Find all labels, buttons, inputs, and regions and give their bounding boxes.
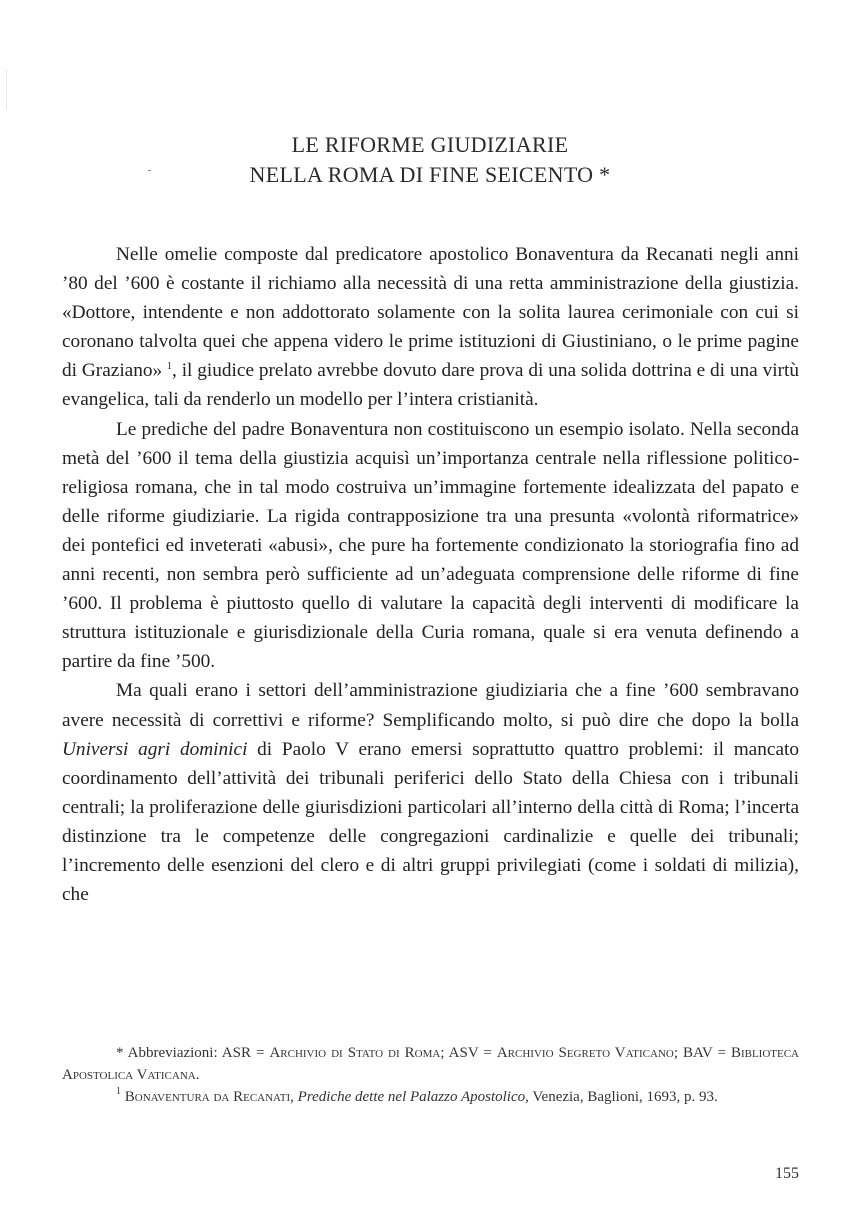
chapter-title-line-2: NELLA ROMA DI FINE SEICENTO * bbox=[249, 162, 611, 187]
footnote-1-mark: 1 bbox=[116, 1086, 121, 1097]
abbr-asr: Archivio di Stato di Roma bbox=[269, 1045, 441, 1061]
chapter-title-line-1: LE RIFORME GIUDIZIARIE bbox=[291, 132, 569, 157]
footnote-star-sep-1: ; ASV = bbox=[440, 1045, 497, 1061]
footnote-1 bbox=[62, 1086, 799, 1108]
abbr-asv: Archivio Segreto Vaticano bbox=[496, 1045, 674, 1061]
footnote-1-sep: , bbox=[290, 1089, 298, 1105]
footnote-1-work: Prediche dette nel Palazzo Apostolico bbox=[297, 1089, 526, 1105]
footnote-star-end: . bbox=[195, 1067, 200, 1083]
footnote-1-rest: , Venezia, Baglioni, 1693, p. 93. bbox=[525, 1089, 718, 1105]
footnote-1-author: Bonaventura da Recanati bbox=[124, 1089, 291, 1105]
footnote-star-sep-2: ; BAV = bbox=[673, 1045, 731, 1061]
footnote-ref-1: 1 bbox=[167, 361, 173, 373]
paragraph-3 bbox=[62, 676, 799, 909]
paragraph-3-text-a: Ma quali erano i settori dell’amministrazione giudiziaria che a fine ’600 sembravano avere necessità di correttivi e riforme? Semplificando molto, si può dire che dopo la bolla bbox=[62, 680, 799, 731]
main-text bbox=[62, 240, 799, 909]
footnotes bbox=[62, 1042, 799, 1108]
abbr-bav: Biblioteca Apostolica Vaticana bbox=[62, 1045, 799, 1083]
paragraph-3-text-b: di Paolo V erano emersi soprattutto quattro problemi: il mancato coordinamento dell’attività dei tribunali periferici dello Stato della Chiesa con i tribunali centrali; la proliferazione delle giurisdizioni particolari all’interno della città di Roma; l’incerta distinzione tra le competenze delle congregazioni cardinalizie e quelle dei tribunali; l’incremento delle esenzioni del clero e di altri gruppi privilegiati (come i soldati di milizia), che bbox=[62, 738, 799, 906]
footnote-abbreviations bbox=[62, 1042, 799, 1086]
footnote-star-text: * Abbreviazioni: ASR = bbox=[116, 1045, 270, 1061]
scan-edge-mark bbox=[6, 70, 7, 110]
paragraph-2: Le prediche del padre Bonaventura non costituiscono un esempio isolato. Nella seconda metà del ’600 il tema della giustizia acquisì un’importanza centrale nella riflessione politico-religiosa romana, che in tal modo costruiva un’immagine fortemente idealizzata del papato e delle riforme giudiziarie. La rigida contrapposizione tra una presunta «volontà riformatrice» dei pontefici ed inveterati «abusi», che pure ha fortemente condizionato la storiografia fino ad anni recenti, non sembra però sufficiente ad un’adeguata comprensione delle riforme di fine ’600. Il problema è piuttosto quello di valutare la capacità degli interventi di modificare la struttura istituzionale e giurisdizionale della Curia romana, quale si era venuta definendo a partire da fine ’500. bbox=[62, 418, 799, 673]
chapter-title bbox=[140, 130, 720, 190]
paragraph-1 bbox=[62, 240, 799, 415]
paragraph-1-text-b: , il giudice prelato avrebbe dovuto dare prova di una solida dottrina e di una virtù evangelica, tali da renderlo un modello per l’intera cristianità. bbox=[62, 360, 800, 411]
paragraph-1-text-a: Nelle omelie composte dal predicatore apostolico Bonaventura da Recanati negli anni ’80 del ’600 è costante il richiamo alla necessità di una retta amministrazione della giustizia. «Dottore, intendente e non addottorato solamente con la solita laurea cerimoniale con cui si coronano talvolta quei che appena videro le prime istituzioni di Giustiniano, o le prime pagine di Graziano» bbox=[62, 244, 799, 382]
page-number: 155 bbox=[775, 1165, 799, 1182]
bull-title: Universi agri dominici bbox=[62, 738, 248, 760]
